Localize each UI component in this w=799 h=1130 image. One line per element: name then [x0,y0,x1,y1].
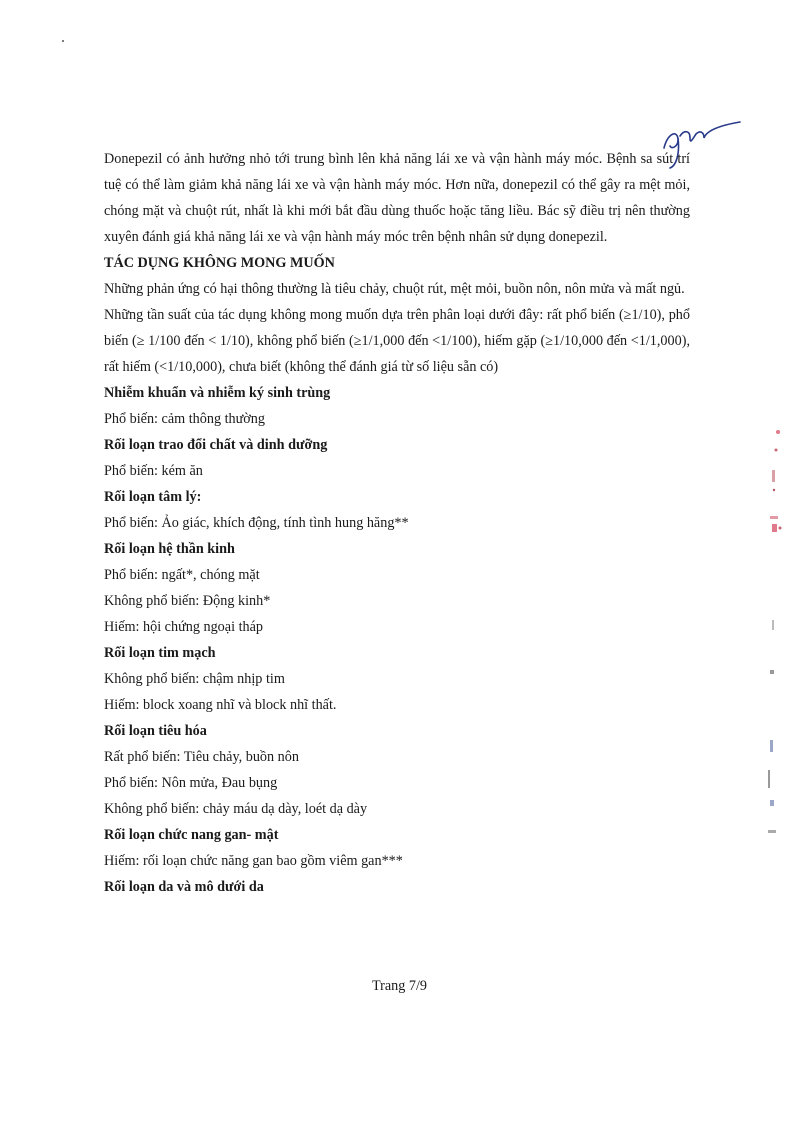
scan-edge-marks [760,420,790,880]
group-title: Rối loạn chức nang gan- mật [104,827,279,843]
group-title: Rối loạn trao đổi chất và dinh dưỡng [104,437,328,453]
group-line: Rất phổ biến: Tiêu chảy, buồn nôn [104,749,299,765]
group-line: Không phổ biến: chậm nhịp tim [104,671,285,687]
section-title: TÁC DỤNG KHÔNG MONG MUỐN [104,255,335,271]
group-title: Rối loạn tim mạch [104,645,216,661]
group-title: Nhiễm khuẩn và nhiễm ký sinh trùng [104,385,331,401]
group-title: Rối loạn hệ thần kinh [104,541,235,557]
group-line: Không phổ biến: chảy máu dạ dày, loét dạ dày [104,801,368,817]
group-title: Rối loạn tiêu hóa [104,723,207,739]
group-line: Phổ biến: ngất*, chóng mặt [104,567,260,583]
group-line: Phổ biến: cảm thông thường [104,411,265,427]
group-line: Hiếm: hội chứng ngoại tháp [104,619,263,635]
group-line: Phổ biến: Nôn mửa, Đau bụng [104,775,278,791]
group-line: Không phổ biến: Động kinh* [104,593,271,609]
intro-paragraph: Donepezil có ảnh hưởng nhỏ tới trung bình lên khả năng lái xe và vận hành máy móc. Bệnh sa sút trí tuệ có thể làm giảm khả năng lái xe và vận hành máy móc. Hơn nữa, donepezil có thể gây ra mệt mỏi, chóng mặt và chuột rút, nhất là khi mới bắt đầu dùng thuốc hoặc tăng liều. Bác sỹ điều trị nên thường xuyên đánh giá khả năng lái xe và vận hành máy móc trên bệnh nhân sử dụng donepezil. [104,151,690,245]
group-line: Phổ biến: Ảo giác, khích động, tính tình hung hăng** [104,515,409,531]
frequency-definition: Những tần suất của tác dụng không mong muốn dựa trên phân loại dưới đây: rất phổ biến (≥1/10), phổ biến (≥ 1/100 đến < 1/10), không phổ biến (≥1/1,000 đến <1/100), hiếm gặp (≥1/10,000 đến <1/1,000), rất hiếm (<1/10,000), chưa biết (không thể đánh giá từ số liệu sẵn có) [104,307,690,375]
group-line: Hiếm: block xoang nhĩ và block nhĩ thất. [104,697,337,713]
group-title: Rối loạn da và mô dưới da [104,879,264,895]
document-body [104,146,690,900]
scan-speck [62,40,64,42]
group-line: Hiếm: rối loạn chức năng gan bao gồm viêm gan*** [104,853,403,869]
group-line: Phổ biến: kém ăn [104,463,203,479]
adverse-reactions-summary: Những phản ứng có hại thông thường là tiêu chảy, chuột rút, mệt mỏi, buồn nôn, nôn mửa và mất ngủ. [104,281,685,297]
adverse-effects-list [104,380,690,900]
page-number: Trang 7/9 [371,978,428,994]
group-title: Rối loạn tâm lý: [104,489,202,505]
